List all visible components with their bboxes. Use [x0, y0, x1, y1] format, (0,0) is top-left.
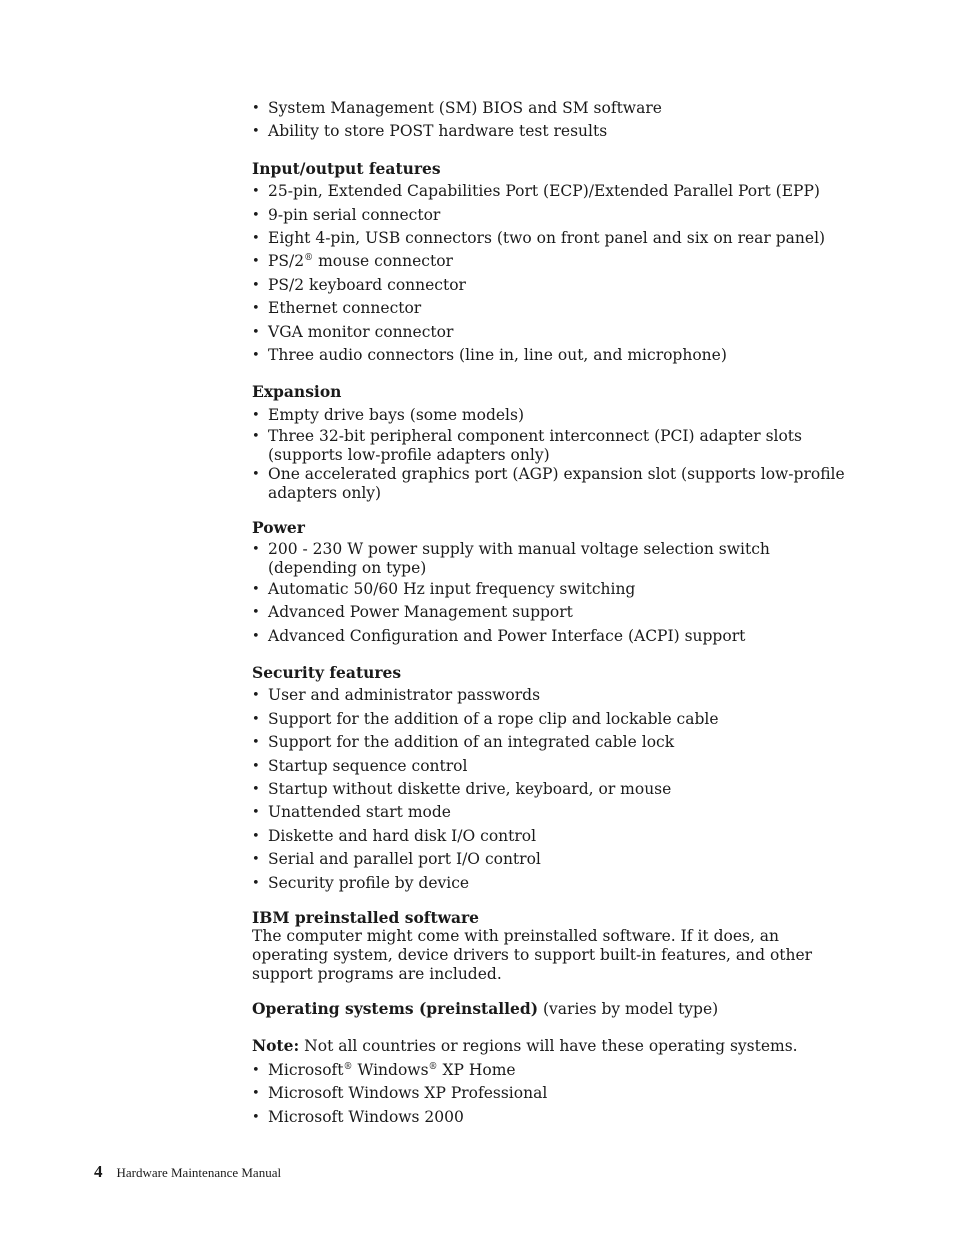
ps2-suffix: mouse connector — [313, 252, 453, 271]
intro-list — [252, 97, 852, 144]
expansion-heading: Expansion — [252, 382, 342, 402]
list-item: • PS/2 keyboard connector — [252, 274, 852, 297]
note-label: Note: — [252, 1036, 300, 1056]
note-text: Not all countries or regions will have these operating systems. — [299, 1037, 798, 1056]
list-item: • Three 32-bit peripheral component interconnect (PCI) adapter slots (supports low-profile adapters only) — [252, 427, 852, 465]
list-item: • Empty drive bays (some models) — [252, 404, 852, 427]
list-item: • 9-pin serial connector — [252, 204, 852, 227]
software-paragraph: The computer might come with preinstalled software. If it does, an operating system, device drivers to support built-in features, and other support programs are included. — [252, 926, 813, 983]
os-list — [252, 1059, 852, 1129]
list-item: • Startup without diskette drive, keyboard, or mouse — [252, 778, 852, 801]
io-list — [252, 180, 852, 367]
list-item: • Microsoft Windows XP Professional — [252, 1082, 852, 1105]
security-heading: Security features — [252, 662, 402, 682]
list-item: • Unattended start mode — [252, 801, 852, 824]
list-item: • System Management (SM) BIOS and SM software — [252, 97, 852, 120]
io-heading: Input/output features — [252, 158, 441, 178]
page-footer — [94, 1162, 281, 1182]
list-item — [252, 1059, 852, 1082]
power-heading: Power — [252, 518, 305, 538]
list-item: • Advanced Power Management support — [252, 601, 852, 624]
os-heading-suffix: (varies by model type) — [538, 999, 719, 1018]
os-item-part: Windows — [352, 1060, 429, 1079]
list-item: • Support for the addition of a rope clip and lockable cable — [252, 708, 852, 731]
software-heading: IBM preinstalled software — [252, 907, 480, 927]
list-item: • Ethernet connector — [252, 297, 852, 320]
os-heading-line — [252, 997, 852, 1021]
registered-mark: ® — [304, 253, 314, 264]
page-content — [252, 97, 852, 1129]
expansion-list — [252, 404, 852, 503]
security-list — [252, 684, 852, 895]
list-item: • Ability to store POST hardware test results — [252, 120, 852, 143]
list-item: • Security profile by device — [252, 872, 852, 895]
list-item: • Startup sequence control — [252, 755, 852, 778]
ps2-text: PS/2 — [268, 252, 305, 271]
os-item-part: Microsoft — [268, 1060, 344, 1079]
list-item: • VGA monitor connector — [252, 321, 852, 344]
list-item: • Advanced Configuration and Power Interface (ACPI) support — [252, 625, 852, 648]
power-list — [252, 540, 852, 648]
list-item: • 25-pin, Extended Capabilities Port (ECP)/Extended Parallel Port (EPP) — [252, 180, 852, 203]
os-heading: Operating systems (preinstalled) — [252, 998, 539, 1018]
list-item: • User and administrator passwords — [252, 684, 852, 707]
list-item: • Eight 4-pin, USB connectors (two on front panel and six on rear panel) — [252, 227, 852, 250]
list-item: • One accelerated graphics port (AGP) expansion slot (supports low-profile adapters only) — [252, 465, 852, 503]
footer-title: Hardware Maintenance Manual — [116, 1165, 282, 1180]
list-item — [252, 250, 852, 273]
note-line — [252, 1034, 852, 1058]
list-item: • Serial and parallel port I/O control — [252, 848, 852, 871]
list-item: • Diskette and hard disk I/O control — [252, 825, 852, 848]
page-number: 4 — [94, 1162, 103, 1181]
registered-mark: ® — [428, 1061, 438, 1072]
list-item: • Support for the addition of an integrated cable lock — [252, 731, 852, 754]
list-item: • Automatic 50/60 Hz input frequency switching — [252, 578, 852, 601]
os-item-part: XP Home — [437, 1060, 516, 1079]
list-item: • Microsoft Windows 2000 — [252, 1106, 852, 1129]
list-item: • 200 - 230 W power supply with manual voltage selection switch (depending on type) — [252, 540, 852, 578]
list-item: • Three audio connectors (line in, line out, and microphone) — [252, 344, 852, 367]
registered-mark: ® — [343, 1061, 353, 1072]
